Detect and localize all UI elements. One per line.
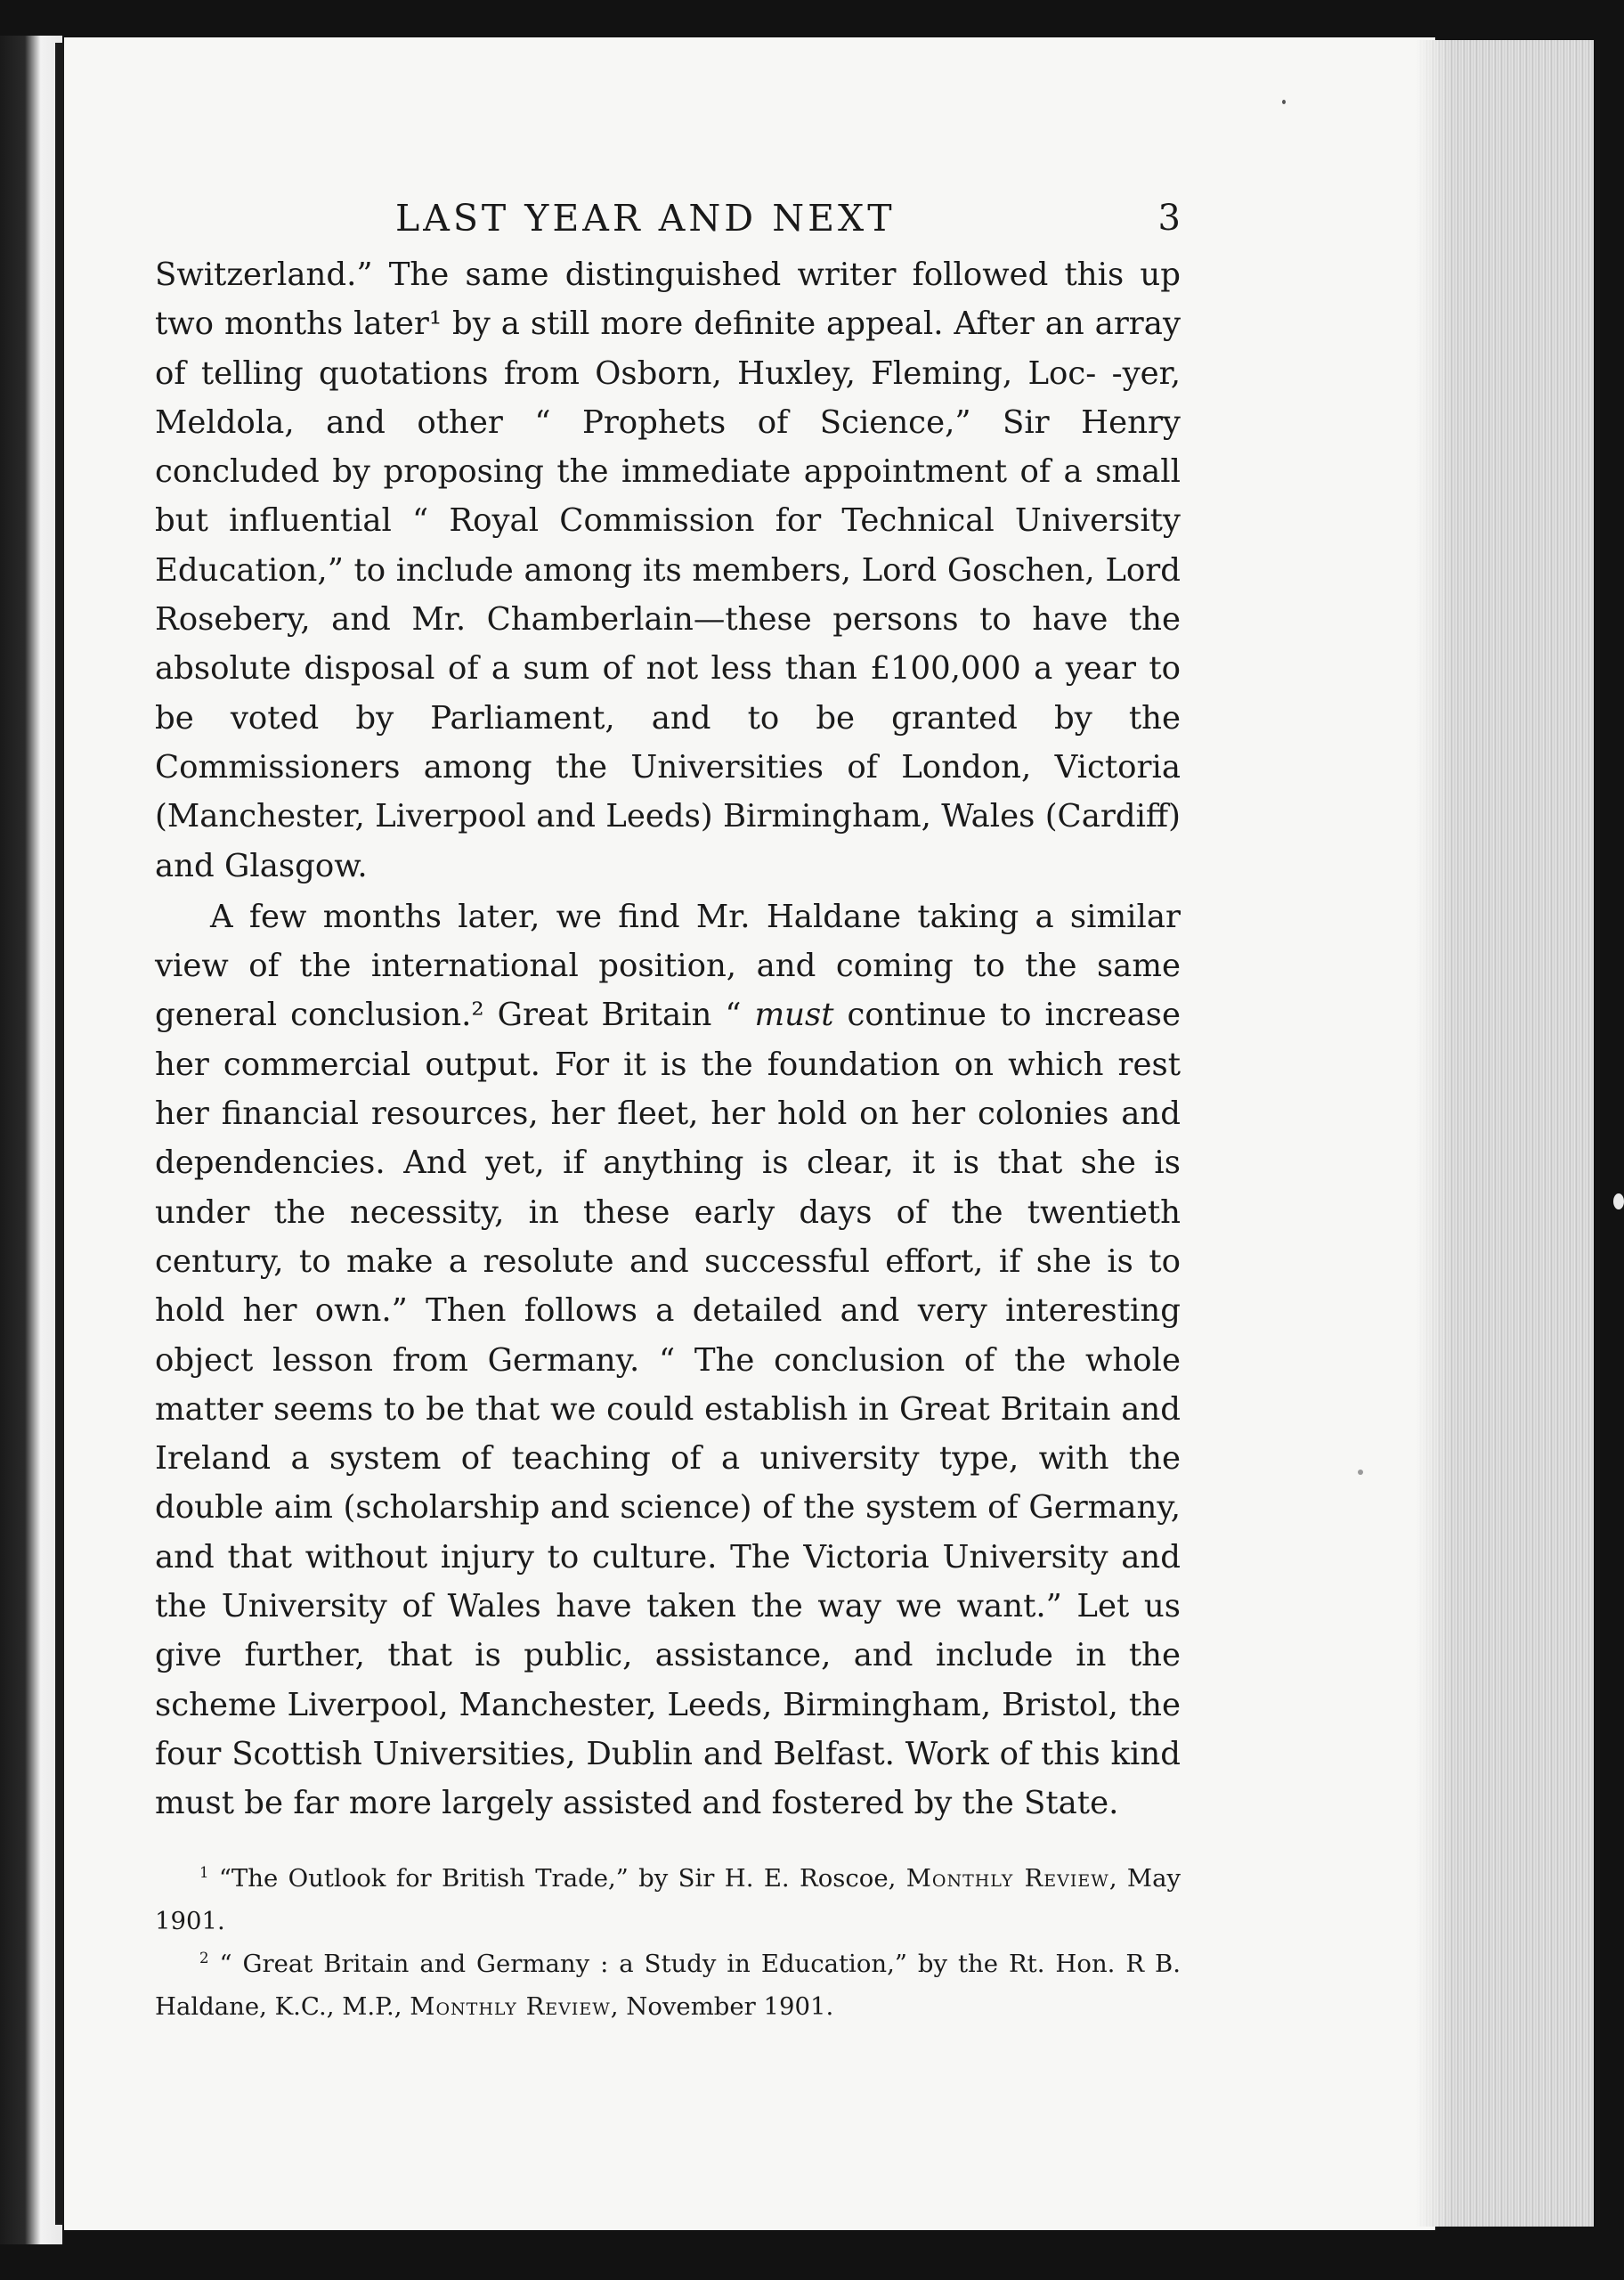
running-title: LAST YEAR AND NEXT [395,197,896,240]
paragraph: Switzerland.” The same distinguished writer followed this up two months later¹ by a still more definite appeal. After an array of telling quotations from Osborn, Huxley, Fleming, Loc‑ ‑yer, Meldola, and other “ Prophets of Science,” Sir Henry concluded by proposing the immediate appointment of a small but influential “ Royal Commission for Technical University Education,” to include among its members, Lord Goschen, Lord Rosebery, and Mr. Chamberlain—these persons to have the absolute disposal of a sum of not less than £100,000 a year to be voted by Parliament, and to be granted by the Commissioners among the Universities of London, Victoria (Manchester, Liverpool and Leeds) Birmingham, Wales (Cardiff) and Glasgow. [155,256,1181,884]
book-spine-shadow [55,43,64,2225]
footnote-text: “The Outlook for British Trade,” by Sir H. E. Roscoe, [208,1863,906,1893]
page-edge-shadow [1416,40,1451,2227]
footnote-marker: 1 [199,1863,209,1881]
footnote-date: , November 1901. [610,1991,834,2021]
emphasis-text: must [754,997,834,1034]
page-content [155,191,1181,2028]
scan-speck [1613,1193,1624,1209]
footnote-journal: Monthly Review [410,1991,611,2021]
running-head [155,191,1181,245]
footnote-date: , May 1901. [155,1863,1181,1935]
paragraph [155,892,1181,1828]
footnote [155,1857,1181,1942]
paragraph-text: A few months later, we find Mr. Haldane taking a similar view of the international position, and coming to the same general conclusion.² Great Britain “ [155,898,1181,1034]
footnotes [155,1857,1181,2028]
footnote-text: “ Great Britain and Germany : a Study in Education,” by the Rt. Hon. R B. Haldane, K.C., M.P., [155,1949,1181,2021]
footnote-marker: 2 [199,1949,209,1966]
scan-speck [1358,1470,1363,1475]
body-text [155,250,1181,1828]
page-number: 3 [1157,198,1181,239]
paragraph-text: continue to increase her commercial output. For it is the foundation on which rest her financial resources, her fleet, her hold on her colonies and dependencies. And yet, if anything is clear, it is that she is under the necessity, in these early days of the twentieth century, to make a resolute and successful effort, if she is to hold her own.” Then follows a detailed and very interesting object lesson from Germany. “ The conclusion of the whole matter seems to be that we could establish in Great Britain and Ireland a system of teaching of a university type, with the double aim (scholarship and science) of the system of Germany, and that without injury to culture. The Victoria University and the University of Wales have taken the way we want.” Let us give further, that is public, assistance, and include in the scheme Liverpool, Manchester, Leeds, Birmingham, Bristol, the four Scottish Universities, Dublin and Belfast. Work of this kind must be far more largely assisted and fostered by the State. [155,997,1181,1822]
footnote [155,1942,1181,2028]
previous-page-edge [0,36,62,2244]
footnote-journal: Monthly Review [905,1863,1109,1893]
scan-speck [1282,100,1286,104]
